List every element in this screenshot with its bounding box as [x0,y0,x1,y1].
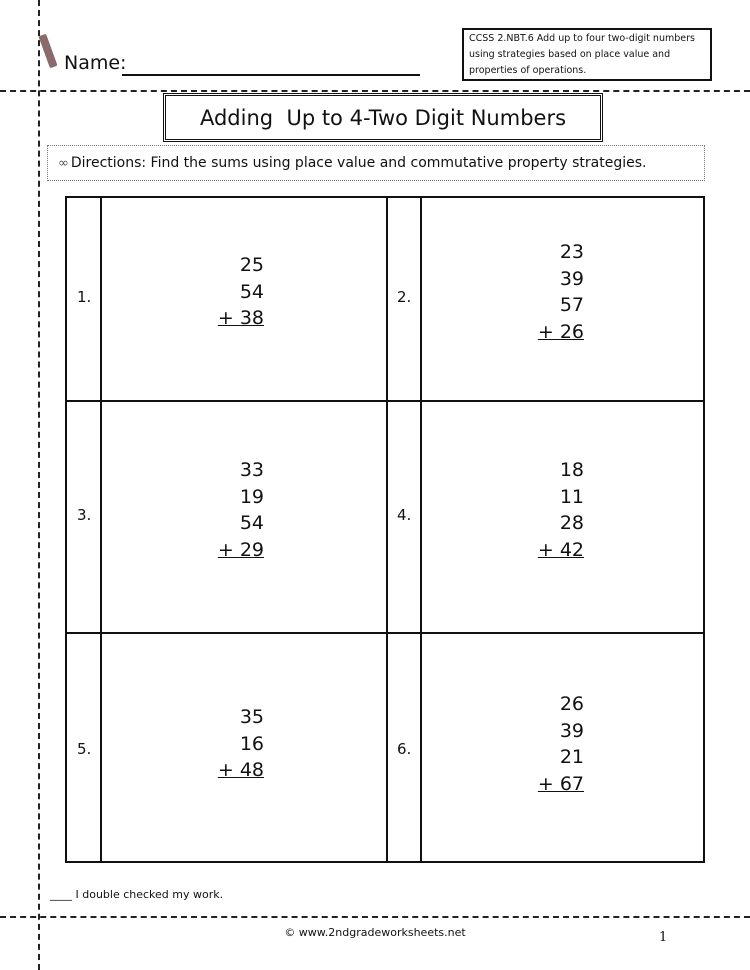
glasses-icon: ∞ [58,155,69,171]
standard-box: CCSS 2.NBT.6 Add up to four two-digit numbers using strategies based on place value and properties of operations. [462,28,712,81]
last-addend: + 38 [217,307,264,330]
addition-problem [164,704,264,784]
addition-problem [484,457,584,563]
footer-copyright: © www.2ndgradeworksheets.net [284,926,466,939]
last-addend: + 42 [537,538,584,561]
directions-box [47,145,705,181]
addend: 16 [239,732,264,755]
addend: 54 [239,512,264,534]
last-addend: + 48 [217,759,264,782]
problem-number: 1. [77,288,92,306]
addend: 54 [239,280,264,303]
addition-problem [484,239,584,345]
cut-line-bottom [0,916,750,918]
addend: 23 [559,241,584,263]
problem-number: 4. [397,506,412,524]
addend: 28 [559,512,584,534]
addend: 18 [559,459,584,481]
name-label: Name: [64,52,127,74]
double-check-line: ____ I double checked my work. [50,888,224,901]
last-addend: + 29 [217,538,264,561]
addend: 19 [239,485,264,508]
addition-problem [164,252,264,332]
pencil-icon [38,34,57,69]
page-number: 1 [659,930,668,945]
addend: 26 [559,693,584,715]
problem-number: 2. [397,288,412,306]
cut-line-top [0,90,750,92]
addition-problem [484,691,584,797]
addend: 35 [239,706,264,729]
name-field[interactable] [122,74,420,76]
worksheet-title [163,93,603,142]
problem-table [65,196,705,863]
cut-line-vertical [38,0,40,970]
addend: 21 [559,746,584,768]
problem-number: 5. [77,740,92,758]
addend: 33 [239,459,264,481]
problem-number: 3. [77,506,92,524]
addend: 39 [559,267,584,290]
last-addend: + 67 [537,772,584,795]
title-text: Adding Up to 4-Two Digit Numbers [199,105,567,130]
addend: 25 [239,254,264,277]
last-addend: + 26 [537,320,584,343]
addend: 39 [559,719,584,742]
addition-problem [164,457,264,563]
addend: 11 [559,485,584,508]
directions-text: Directions: Find the sums using place value and commutative property strategies. [70,155,647,171]
addend: 57 [559,294,584,316]
problem-number: 6. [397,740,412,758]
